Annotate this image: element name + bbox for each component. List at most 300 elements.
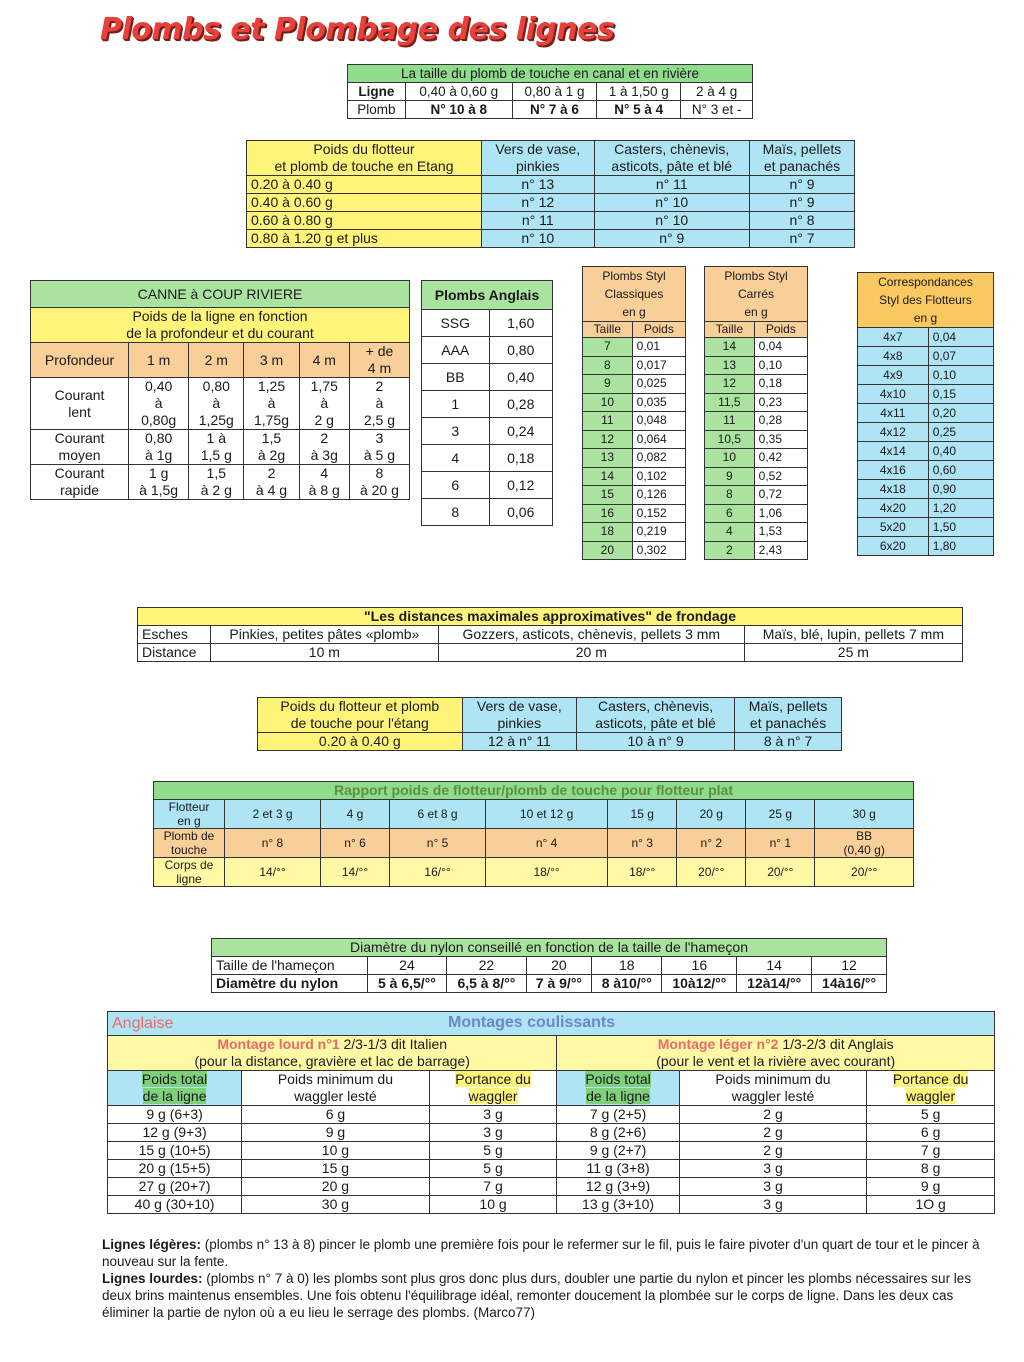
table-cell: 0,082 (632, 449, 685, 468)
table-cell: 4x12 (858, 423, 929, 442)
table-row (705, 467, 808, 486)
table-cell: 12 g (3+9) (557, 1178, 679, 1196)
table-cell: 8 à 20 g (349, 465, 409, 500)
table-cell: 14à16/°° (812, 975, 887, 993)
table-cell: 1,75 à 2 g (299, 378, 349, 430)
table-cell: 0,60 (928, 461, 993, 480)
table-cell: 20 (526, 957, 592, 975)
table-cell: 11 (705, 412, 755, 431)
table-cell: 1 à 1,5 g (189, 430, 244, 465)
table-cell: Courant rapide (31, 465, 129, 500)
table-cell: 1,53 (754, 523, 807, 542)
table-cell: 4 m (299, 343, 349, 378)
etang-header: Maïs, pellets et panachés (749, 141, 854, 176)
table-cell: 11 (583, 412, 633, 431)
table-row (705, 486, 808, 505)
table-cell: 0,07 (928, 347, 993, 366)
table-cell: 0,152 (632, 504, 685, 523)
table-cell: 0,035 (632, 393, 685, 412)
distances-label: Esches (138, 626, 211, 644)
table-cell: 10,5 (705, 430, 755, 449)
table-cell: 12 (583, 430, 633, 449)
table-cell: 20 g (677, 800, 746, 829)
etang2-cell: 8 à n° 7 (735, 733, 842, 751)
table-cell: 8 g (867, 1160, 995, 1178)
table-row (583, 467, 686, 486)
table-cell: 0,102 (632, 467, 685, 486)
anglais-title: Plombs Anglais (422, 281, 553, 310)
table-cell: 2,43 (754, 541, 807, 560)
table-cell: 25 g (746, 800, 815, 829)
col-header-text: Poids total de la ligne (585, 1071, 651, 1104)
table-row (247, 212, 855, 230)
table-row (858, 499, 994, 518)
styl-classiques-title: Plombs Styl Classiques en g (583, 267, 686, 322)
table-row (422, 364, 553, 391)
table-cell: 2 et 3 g (225, 800, 321, 829)
table-cell: 0,23 (754, 393, 807, 412)
table-row (858, 385, 994, 404)
lourd-title: Montage lourd n°1 (217, 1036, 340, 1052)
table-cell: 1,06 (754, 504, 807, 523)
table-cell: 0,35 (754, 430, 807, 449)
etang-header: Poids du flotteur et plomb de touche en Etang (247, 141, 482, 176)
rapport-table (153, 781, 914, 887)
table-row (108, 1196, 995, 1214)
table-row (858, 442, 994, 461)
table-cell: 1 (422, 391, 490, 418)
table-cell: 0,42 (754, 449, 807, 468)
table-cell: n° 8 (749, 212, 854, 230)
canal-cell: 2 à 4 g (681, 83, 753, 101)
canne-subtitle: Poids de la ligne en fonction de la profondeur et du courant (31, 308, 410, 343)
table-cell: 0.20 à 0.40 g (247, 176, 482, 194)
table-cell: n° 13 (482, 176, 595, 194)
canne-table (30, 280, 410, 500)
canal-header: La taille du plomb de touche en canal et en rivière (348, 65, 753, 83)
etang2-header: Poids du flotteur et plomb de touche pour l'étang (258, 698, 463, 733)
table-row (705, 393, 808, 412)
table-cell: 0,04 (928, 328, 993, 347)
table-cell: 18/°° (486, 858, 608, 887)
table-cell: 10 g (242, 1142, 430, 1160)
styl-carres-title: Plombs Styl Carrés en g (705, 267, 808, 322)
table-cell: 0,80 à 1g (129, 430, 189, 465)
table-cell: 0,04 (754, 338, 807, 357)
table-cell: 0,40 à 0,80g (129, 378, 189, 430)
table-cell: 14/°° (320, 858, 389, 887)
table-cell: n° 5 (390, 829, 486, 858)
table-cell: n° 12 (482, 194, 595, 212)
table-cell: n° 6 (320, 829, 389, 858)
table-cell: 5 g (867, 1106, 995, 1124)
table-cell: 0,25 (928, 423, 993, 442)
table-cell: 0,302 (632, 541, 685, 560)
table-cell: 15 (583, 486, 633, 505)
table-cell: 10 et 12 g (486, 800, 608, 829)
table-cell: Corps de ligne (154, 858, 225, 887)
table-cell: 1,5 à 2 g (189, 465, 244, 500)
note-label: Lignes légères: (102, 1237, 202, 1252)
table-cell: 14 (737, 957, 812, 975)
table-cell: 0,01 (632, 338, 685, 357)
table-cell: 16/°° (390, 858, 486, 887)
table-row (583, 449, 686, 468)
table-cell: 3 à 5 g (349, 430, 409, 465)
table-cell: 4x20 (858, 499, 929, 518)
table-cell: AAA (422, 337, 490, 364)
table-cell: 4x7 (858, 328, 929, 347)
notes (102, 1236, 1002, 1321)
canal-cell: N° 3 et - (681, 101, 753, 119)
table-cell: 15 g (608, 800, 677, 829)
table-cell: 0,24 (489, 418, 552, 445)
canal-cell: N° 10 à 8 (405, 101, 512, 119)
table-cell: 3 g (679, 1178, 867, 1196)
table-cell: 6x20 (858, 537, 929, 556)
table-cell: 7 g (2+5) (557, 1106, 679, 1124)
table-cell: 3 g (679, 1160, 867, 1178)
table-cell: 0,18 (489, 445, 552, 472)
table-cell: 2 m (189, 343, 244, 378)
table-cell: 6 (422, 472, 490, 499)
table-cell: 13 (583, 449, 633, 468)
styl-classiques-table (582, 266, 686, 560)
table-cell: 5 à 6,5/°° (367, 975, 446, 993)
etang2-cell: 10 à n° 9 (577, 733, 735, 751)
table-cell: 4 g (320, 800, 389, 829)
leger-desc: (pour le vent et la rivière avec courant) (656, 1053, 896, 1069)
distances-cell: 20 m (438, 644, 744, 662)
correspondances-title: Correspondances Styl des Flotteurs en g (858, 273, 994, 328)
distances-title: "Les distances maximales approximatives" de frondage (138, 608, 963, 626)
col-header: Poids minimum du waggler lesté (679, 1071, 867, 1106)
table-cell: 1O g (867, 1196, 995, 1214)
rapport-title: Rapport poids de flotteur/plomb de touche pour flotteur plat (154, 782, 914, 800)
table-cell: 4 (422, 445, 490, 472)
note-text: (plombs n° 7 à 0) les plombs sont plus gros donc plus durs, doubler une partie du nylon et pincer les plombs nécessaires sur les deux brins maintenus ensembles. Une fois obtenu l'équilibrage idéal, remonter doucement la plombée sur le corps de ligne. Dans les deux cas éliminer la partie de nylon où a eu lieu le serrage des plombs. (Marco77) (102, 1271, 972, 1320)
table-row (858, 347, 994, 366)
table-cell: 2 (705, 541, 755, 560)
table-row (583, 375, 686, 394)
table-cell: 2 à 2,5 g (349, 378, 409, 430)
table-cell: 1 g à 1,5g (129, 465, 189, 500)
montages-label: Anglaise (112, 1015, 174, 1032)
distances-cell: 25 m (744, 644, 962, 662)
table-row (583, 356, 686, 375)
table-cell: 12 (812, 957, 887, 975)
table-cell: 0,80 à 1,25g (189, 378, 244, 430)
table-cell: n° 11 (482, 212, 595, 230)
table-row (422, 445, 553, 472)
table-row (422, 391, 553, 418)
leger-header (557, 1036, 995, 1071)
table-cell: 5 g (429, 1160, 557, 1178)
table-row (422, 337, 553, 364)
table-row (705, 338, 808, 357)
table-cell: 1,5 à 2g (244, 430, 299, 465)
distances-cell: Maïs, blé, lupin, pellets 7 mm (744, 626, 962, 644)
table-row (705, 523, 808, 542)
table-cell: n° 9 (749, 176, 854, 194)
table-cell: 20/°° (815, 858, 914, 887)
table-cell: 2 à 4 g (244, 465, 299, 500)
montages-title: Montages coulissants (448, 1014, 616, 1031)
table-row (247, 176, 855, 194)
distances-table (137, 607, 963, 662)
table-cell: + de 4 m (349, 343, 409, 378)
correspondances-table (857, 272, 994, 556)
table-cell: 24 (367, 957, 446, 975)
canal-cell: 1 à 1,50 g (597, 83, 681, 101)
table-cell: 15 g (242, 1160, 430, 1178)
table-cell: n° 10 (594, 212, 749, 230)
table-cell: 12 g (9+3) (108, 1124, 242, 1142)
table-row (858, 423, 994, 442)
table-cell: 0,126 (632, 486, 685, 505)
table-row (705, 412, 808, 431)
table-row (31, 378, 410, 430)
table-cell: 6,5 à 8/°° (447, 975, 526, 993)
table-cell: 8 (583, 356, 633, 375)
table-row (858, 328, 994, 347)
table-cell: 4x16 (858, 461, 929, 480)
table-cell: 12à14/°° (737, 975, 812, 993)
table-cell: 1,25 à 1,75g (244, 378, 299, 430)
table-cell: 0,72 (754, 486, 807, 505)
table-row (31, 430, 410, 465)
table-cell: 13 g (3+10) (557, 1196, 679, 1214)
table-cell: 10à12/°° (662, 975, 737, 993)
table-row (858, 404, 994, 423)
table-cell: 2 à 3g (299, 430, 349, 465)
table-row (705, 449, 808, 468)
col-header-text: Portance du waggler (455, 1071, 531, 1104)
table-row (705, 430, 808, 449)
col-header (557, 1071, 679, 1106)
table-cell: 7 g (429, 1178, 557, 1196)
table-cell: 2 g (679, 1106, 867, 1124)
etang2-cell: 0.20 à 0.40 g (258, 733, 463, 751)
table-row (247, 230, 855, 248)
table-row (108, 1178, 995, 1196)
canal-cell: N° 5 à 4 (597, 101, 681, 119)
nylon-title: Diamètre du nylon conseillé en fonction de la taille de l'hameçon (212, 939, 887, 957)
table-cell: 6 g (242, 1106, 430, 1124)
table-cell: 5 g (429, 1142, 557, 1160)
table-cell: 13 (705, 356, 755, 375)
table-cell: 9 g (2+7) (557, 1142, 679, 1160)
table-row (108, 1106, 995, 1124)
table-cell: 0,064 (632, 430, 685, 449)
col-header (108, 1071, 242, 1106)
anglais-table (421, 280, 553, 526)
styl-col-header: Poids (632, 322, 685, 338)
table-cell: 0,10 (928, 366, 993, 385)
table-row (705, 356, 808, 375)
table-cell: 0,18 (754, 375, 807, 394)
table-cell: 3 g (679, 1196, 867, 1214)
table-cell: 0,219 (632, 523, 685, 542)
table-cell: 0,20 (928, 404, 993, 423)
table-cell: 2 g (679, 1124, 867, 1142)
table-cell: 0,12 (489, 472, 552, 499)
table-cell: 8 à10/°° (592, 975, 662, 993)
table-cell: 8 (705, 486, 755, 505)
table-cell: 3 (422, 418, 490, 445)
table-cell: n° 7 (749, 230, 854, 248)
canne-title: CANNE à COUP RIVIERE (31, 281, 410, 308)
table-cell: 2 g (679, 1142, 867, 1160)
table-cell: 10 g (429, 1196, 557, 1214)
table-cell: 15 g (10+5) (108, 1142, 242, 1160)
styl-col-header: Taille (705, 322, 755, 338)
col-header: Poids minimum du waggler lesté (242, 1071, 430, 1106)
table-cell: 0,06 (489, 499, 552, 526)
table-cell: 9 g (6+3) (108, 1106, 242, 1124)
table-cell: SSG (422, 310, 490, 337)
table-row (583, 338, 686, 357)
table-row (583, 486, 686, 505)
table-cell: 1,80 (928, 537, 993, 556)
table-cell: 9 g (867, 1178, 995, 1196)
table-row (705, 375, 808, 394)
table-cell: 14/°° (225, 858, 321, 887)
table-cell: 11 g (3+8) (557, 1160, 679, 1178)
canal-row2-label: Plomb (348, 101, 406, 119)
table-cell: 10 (705, 449, 755, 468)
table-cell: 0,28 (754, 412, 807, 431)
table-cell: 1,20 (928, 499, 993, 518)
table-cell: n° 2 (677, 829, 746, 858)
table-row (858, 518, 994, 537)
table-row (705, 541, 808, 560)
canal-cell: 0,40 à 0,60 g (405, 83, 512, 101)
table-cell: 0,048 (632, 412, 685, 431)
table-cell: 4x9 (858, 366, 929, 385)
table-row (583, 393, 686, 412)
table-row (108, 1142, 995, 1160)
table-cell: 3 m (244, 343, 299, 378)
table-row (858, 461, 994, 480)
canal-row1-label: Ligne (348, 83, 406, 101)
table-cell: 1,60 (489, 310, 552, 337)
table-cell: Diamètre du nylon (212, 975, 368, 993)
table-cell: 20/°° (746, 858, 815, 887)
table-row (247, 194, 855, 212)
etang2-cell: 12 à n° 11 (462, 733, 576, 751)
table-row (583, 504, 686, 523)
table-cell: n° 3 (608, 829, 677, 858)
table-row (583, 541, 686, 560)
table-cell: 4x10 (858, 385, 929, 404)
table-cell: 6 g (867, 1124, 995, 1142)
table-cell: 27 g (20+7) (108, 1178, 242, 1196)
table-cell: 18/°° (608, 858, 677, 887)
table-cell: 0,40 (489, 364, 552, 391)
table-cell: 6 (705, 504, 755, 523)
leger-title: Montage léger n°2 (657, 1036, 779, 1052)
table-cell: 5x20 (858, 518, 929, 537)
table-row (422, 472, 553, 499)
table-cell: 0.80 à 1.20 g et plus (247, 230, 482, 248)
table-cell: Profondeur (31, 343, 129, 378)
table-cell: 0.40 à 0.60 g (247, 194, 482, 212)
table-cell: 14 (583, 467, 633, 486)
table-cell: 14 (705, 338, 755, 357)
table-cell: 12 (705, 375, 755, 394)
table-row (422, 310, 553, 337)
table-cell: n° 8 (225, 829, 321, 858)
note-lourdes (102, 1270, 1002, 1321)
table-row (583, 412, 686, 431)
distances-label: Distance (138, 644, 211, 662)
table-cell: 10 (583, 393, 633, 412)
table-cell: 0,15 (928, 385, 993, 404)
leger-sub: 1/3-2/3 dit Anglais (782, 1036, 894, 1052)
table-cell: 4x11 (858, 404, 929, 423)
lourd-header (108, 1036, 557, 1071)
table-cell: 0,017 (632, 356, 685, 375)
table-cell: 4x18 (858, 480, 929, 499)
etang-header: Vers de vase, pinkies (482, 141, 595, 176)
table-row (31, 465, 410, 500)
table-cell: 8 (422, 499, 490, 526)
table-cell: 7 (583, 338, 633, 357)
table-cell: Courant moyen (31, 430, 129, 465)
col-header-text: Poids total de la ligne (141, 1071, 208, 1104)
table-cell: 40 g (30+10) (108, 1196, 242, 1214)
table-cell: 20 g (242, 1178, 430, 1196)
table-cell: 0,28 (489, 391, 552, 418)
table-row (858, 537, 994, 556)
table-row (422, 499, 553, 526)
table-cell: n° 1 (746, 829, 815, 858)
table-cell: BB (0,40 g) (815, 829, 914, 858)
table-cell: n° 11 (594, 176, 749, 194)
table-cell: 1 m (129, 343, 189, 378)
table-cell: n° 10 (594, 194, 749, 212)
table-cell: Courant lent (31, 378, 129, 430)
table-cell: 16 (583, 504, 633, 523)
table-cell: 20 (583, 541, 633, 560)
lourd-sub: 2/3-1/3 dit Italien (343, 1036, 448, 1052)
canal-cell: 0,80 à 1 g (512, 83, 596, 101)
table-cell: 8 g (2+6) (557, 1124, 679, 1142)
table-cell: BB (422, 364, 490, 391)
table-row (858, 480, 994, 499)
table-cell: 18 (592, 957, 662, 975)
table-cell: n° 9 (594, 230, 749, 248)
table-cell: 4 (705, 523, 755, 542)
canal-cell: N° 7 à 6 (512, 101, 596, 119)
montages-header (108, 1012, 995, 1036)
table-cell: Plomb de touche (154, 829, 225, 858)
table-cell: 0,025 (632, 375, 685, 394)
table-cell: 11,5 (705, 393, 755, 412)
table-cell: 1,50 (928, 518, 993, 537)
etang-header: Casters, chènevis, asticots, pâte et blé (594, 141, 749, 176)
table-cell: 9 (705, 467, 755, 486)
table-row (108, 1160, 995, 1178)
etang-table (246, 140, 855, 248)
table-cell: 20 g (15+5) (108, 1160, 242, 1178)
table-cell: 9 (583, 375, 633, 394)
table-cell: 16 (662, 957, 737, 975)
table-cell: Taille de l'hameçon (212, 957, 368, 975)
table-cell: 0,10 (754, 356, 807, 375)
table-cell: n° 4 (486, 829, 608, 858)
